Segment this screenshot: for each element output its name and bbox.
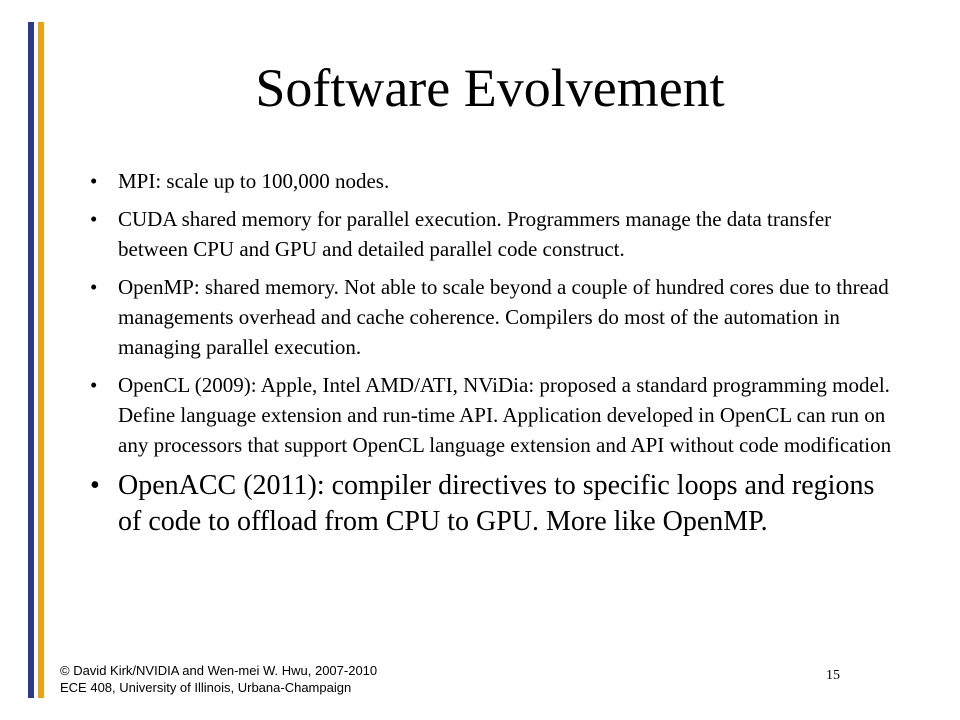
page-number: 15 <box>826 668 840 683</box>
left-accent-bar-orange <box>38 22 44 698</box>
bullet-item <box>90 272 900 362</box>
bullet-text: MPI: scale up to 100,000 nodes. <box>118 169 390 193</box>
left-accent-bar-blue <box>28 22 34 698</box>
bullet-item <box>90 166 900 196</box>
bullet-text: OpenCL (2009): Apple, Intel AMD/ATI, NViDia: proposed a standard programming model. Define language extension and run-time API. Application developed in OpenCL can run on any processors that support OpenCL language extension and API without code modification <box>118 373 892 457</box>
bullet-icon: • <box>90 207 98 231</box>
bullet-icon: • <box>90 169 98 193</box>
footer-copyright <box>60 662 377 696</box>
bullet-icon: • <box>90 275 98 299</box>
slide-title: Software Evolvement <box>255 58 725 118</box>
bullet-icon: • <box>90 373 98 397</box>
footer-line-1: © David Kirk/NVIDIA and Wen-mei W. Hwu, 2007-2010 <box>60 663 378 678</box>
bullet-text: OpenMP: shared memory. Not able to scale beyond a couple of hundred cores due to thread managements overhead and cache coherence. Compilers do most of the automation in managing parallel execution. <box>118 275 889 359</box>
bullet-icon: • <box>90 470 100 501</box>
bullet-text: CUDA shared memory for parallel execution. Programmers manage the data transfer between CPU and GPU and detailed parallel code construct. <box>118 207 832 261</box>
bullet-item <box>90 468 900 540</box>
bullet-item <box>90 204 900 264</box>
bullet-text: OpenACC (2011): compiler directives to specific loops and regions of code to offload from CPU to GPU. More like OpenMP. <box>118 470 875 537</box>
footer-line-2: ECE 408, University of Illinois, Urbana-Champaign <box>60 680 352 695</box>
bullet-list <box>90 166 900 540</box>
bullet-item <box>90 370 900 460</box>
